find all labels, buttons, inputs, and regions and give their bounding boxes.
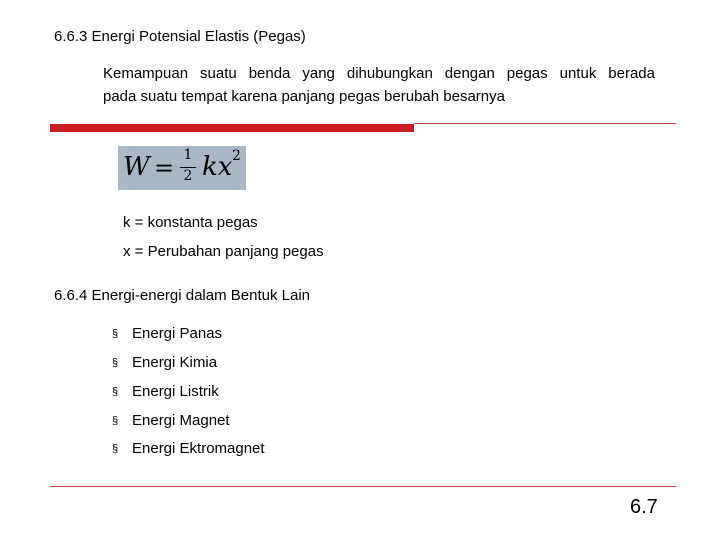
formula-lhs: W <box>123 152 150 182</box>
bullet-icon: § <box>112 328 119 340</box>
list-item-label: Energi Kimia <box>132 354 218 371</box>
list-item <box>112 412 230 429</box>
list-item <box>112 383 219 400</box>
list-item <box>112 325 222 342</box>
section-heading-potential-elastic: 6.6.3 Energi Potensial Elastis (Pegas) <box>54 28 306 45</box>
thin-divider-line-top <box>414 123 676 124</box>
description-line-1: Kemampuan suatu benda yang dihubungkan dengan pegas untuk berada <box>103 65 655 82</box>
bullet-icon: § <box>112 415 119 427</box>
formula-equals: = <box>154 154 175 182</box>
list-item-label: Energi Listrik <box>132 383 219 400</box>
bullet-icon: § <box>112 386 119 398</box>
description-line-2: pada suatu tempat karena panjang pegas berubah besarnya <box>103 88 505 105</box>
list-item <box>112 440 265 457</box>
list-item-label: Energi Magnet <box>132 412 230 429</box>
section-description <box>103 62 655 108</box>
definition-k: k = konstanta pegas <box>123 214 258 231</box>
list-item <box>112 354 217 371</box>
page-number: 6.7 <box>630 496 658 518</box>
fraction-numerator: 1 <box>183 147 193 163</box>
list-item-label: Energi Ektromagnet <box>132 440 265 457</box>
fraction-denominator: 2 <box>183 168 193 184</box>
list-item-label: Energi Panas <box>132 325 223 342</box>
definition-x: x = Perubahan panjang pegas <box>123 243 324 260</box>
elastic-energy-formula <box>118 146 246 190</box>
section-heading-other-energy-forms: 6.6.4 Energi-energi dalam Bentuk Lain <box>54 287 310 304</box>
bullet-icon: § <box>112 357 119 369</box>
formula-exponent: 2 <box>232 148 241 164</box>
formula-rhs: kx <box>202 152 233 182</box>
red-divider-bar <box>50 124 414 132</box>
bullet-icon: § <box>112 443 119 455</box>
thin-divider-line-bottom <box>50 486 676 487</box>
